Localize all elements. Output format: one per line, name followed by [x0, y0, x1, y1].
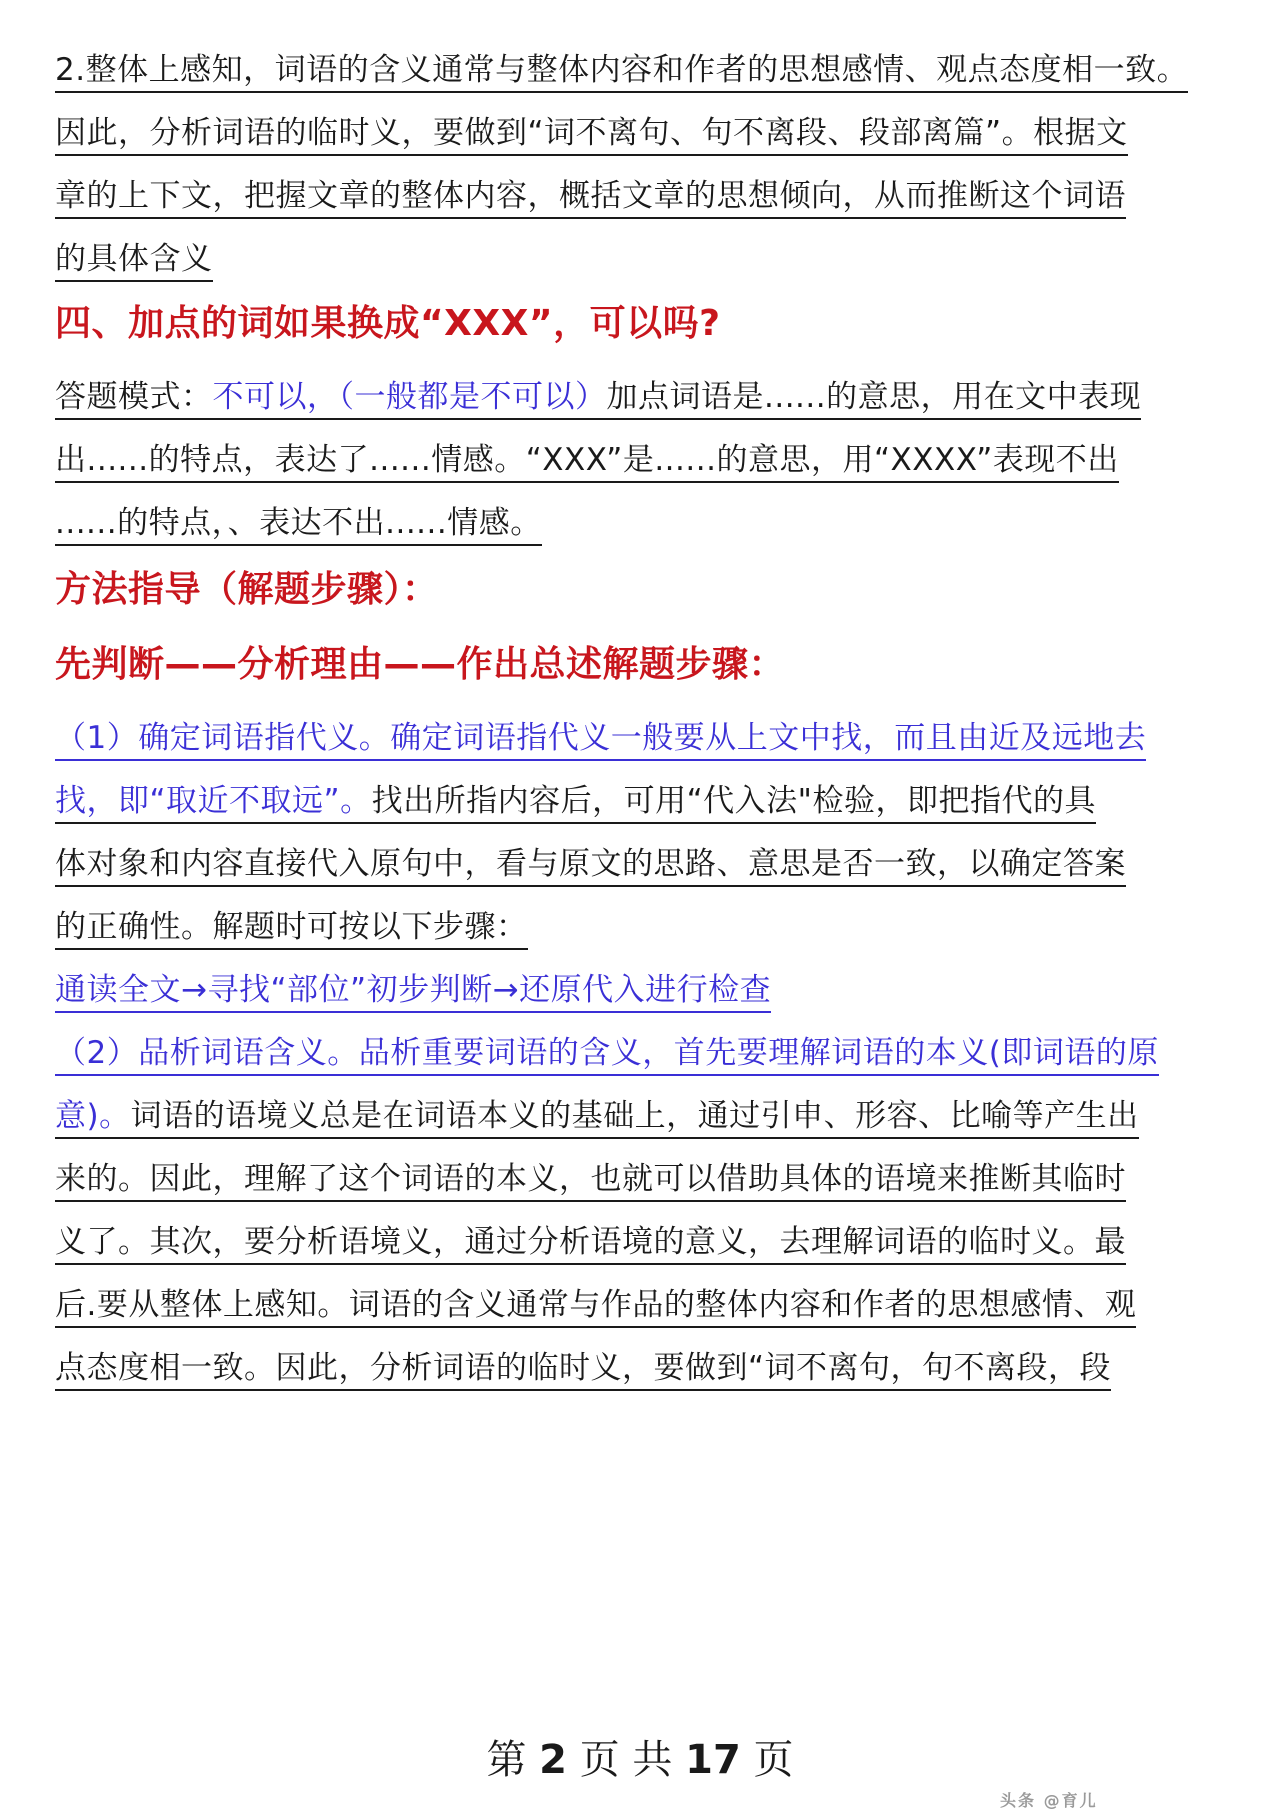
section4-heading: 四、加点的词如果换成“XXX”，可以吗?: [55, 303, 721, 344]
watermark: 头条 @育儿: [1000, 1791, 1098, 1810]
step2-line3: 来的。因此，理解了这个词语的本义，也就可以借助具体的语境来推断其临时: [55, 1159, 1126, 1199]
method-heading: 方法指导（解题步骤）：: [55, 569, 439, 610]
para1-line3: 章的上下文，把握文章的整体内容，概括文章的思想倾向，从而推断这个词语: [55, 176, 1126, 216]
step1-line3: 体对象和内容直接代入原句中，看与原文的思路、意思是否一致，以确定答案: [55, 844, 1126, 884]
step2-line4: 义了。其次，要分析语境义，通过分析语境的意义，去理解词语的临时义。最: [55, 1222, 1126, 1262]
steps-heading: 先判断——分析理由——作出总述解题步骤：: [55, 644, 786, 685]
step1-line2: 找，即“取近不取远”。找出所指内容后，可用“代入法"检验，即把指代的具: [55, 781, 1096, 821]
answer-mode-line2: 出......的特点，表达了......情感。“XXX”是......的意思，用“XXXX”表现不出: [55, 440, 1119, 480]
step1-line4: 的正确性。解题时可按以下步骤：: [55, 907, 528, 947]
current-page-number: 2: [539, 1737, 567, 1783]
para1-line4: 的具体含义: [55, 239, 213, 279]
step2-line5: 后.要从整体上感知。词语的含义通常与作品的整体内容和作者的思想感情、观: [55, 1285, 1136, 1325]
step2-line1: （2）品析词语含义。品析重要词语的含义，首先要理解词语的本义(即词语的原: [55, 1033, 1159, 1073]
answer-mode-prefix: 答题模式：: [55, 379, 213, 415]
answer-mode-rest: 加点词语是......的意思，用在文中表现: [606, 379, 1142, 415]
page-footer: 第 2 页 共 17 页: [486, 1737, 794, 1783]
answer-mode-line1: [55, 377, 1141, 417]
step2-line2: 意)。词语的语境义总是在词语本义的基础上，通过引申、形容、比喻等产生出: [55, 1096, 1139, 1136]
para1-line1: 2.整体上感知，词语的含义通常与整体内容和作者的思想感情、观点态度相一致。: [55, 50, 1188, 90]
total-page-count: 17: [685, 1737, 741, 1783]
para1-line2: 因此，分析词语的临时义，要做到“词不离句、句不离段、段部离篇”。根据文: [55, 113, 1128, 153]
step2-line6: 点态度相一致。因此，分析词语的临时义，要做到“词不离句，句不离段，段: [55, 1348, 1111, 1388]
step1-line1: （1）确定词语指代义。确定词语指代义一般要从上文中找，而且由近及远地去: [55, 718, 1146, 758]
answer-mode-blue: 不可以，（一般都是不可以）: [212, 379, 607, 415]
flow-line: 通读全文→寻找“部位”初步判断→还原代入进行检查: [55, 970, 771, 1010]
answer-mode-line3: ......的特点，、表达不出......情感。: [55, 503, 542, 543]
